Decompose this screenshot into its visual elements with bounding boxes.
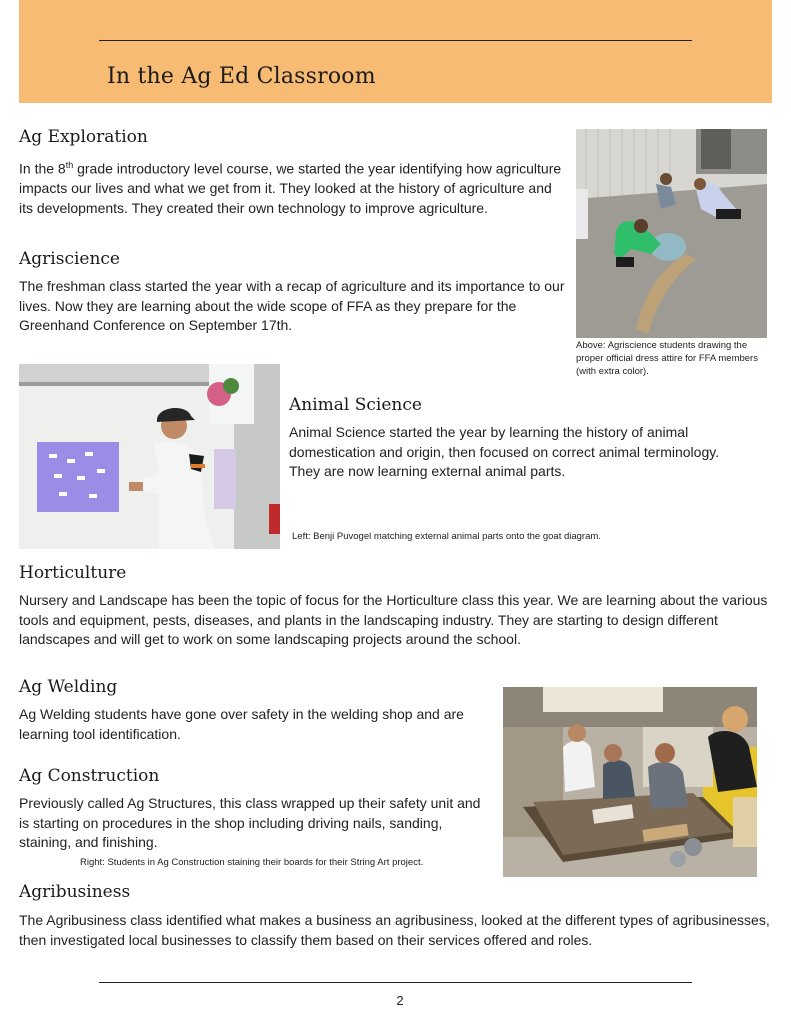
horticulture-text: Nursery and Landscape has been the topic of focus for the Horticulture class this year. We are learning about the various tools and equipment, pests, diseases, and plants in the landscaping industry. They are starting to design different landscapes and will get to work on some landscaping projects around the school. [19,592,768,647]
ag-exploration-text: In the 8th grade introductory level course, we started the year identifying how agriculture impacts our lives and what we get from it. They looked at the history of agriculture and its developments. They created their own technology to improve agriculture. [19,160,562,216]
agriscience-photo-caption: Above: Agriscience students drawing the proper official dress attire for FFA members (with extra color). [576,340,758,377]
animal-photo-caption: Left: Benji Puvogel matching external animal parts onto the goat diagram. [292,531,601,542]
horticulture-heading: Horticulture [19,563,127,583]
agriscience-heading: Agriscience [19,249,120,269]
ag-construction-photo [503,687,757,877]
animal-science-text: Animal Science started the year by learning the history of animal domestication and origin, then focused on correct animal terminology. They are now learning external animal parts. [289,424,720,479]
page-title: In the Ag Ed Classroom [107,64,376,89]
ag-exploration-heading: Ag Exploration [19,127,148,147]
ag-construction-text: Previously called Ag Structures, this class wrapped up their safety unit and is starting on procedures in the shop including driving nails, sanding, staining, and finishing. [19,795,481,850]
footer-divider [99,982,692,983]
construction-photo-caption: Right: Students in Ag Construction staining their boards for their String Art project. [80,857,424,868]
header-banner [19,0,772,103]
page-number: 2 [396,993,404,1008]
animal-science-heading: Animal Science [289,395,422,415]
ag-construction-heading: Ag Construction [19,766,160,786]
ag-welding-text: Ag Welding students have gone over safety in the welding shop and are learning tool identification. [19,706,464,742]
agribusiness-heading: Agribusiness [19,882,131,902]
header-divider [99,40,692,41]
ag-welding-heading: Ag Welding [19,677,118,697]
animal-science-photo [19,364,280,549]
agribusiness-text: The Agribusiness class identified what makes a business an agribusiness, looked at the different types of agribusinesses, then investigated local businesses to classify them based on their services offered and roles. [19,912,770,948]
agriscience-text: The freshman class started the year with a recap of agriculture and its importance to our lives. Now they are learning about the wide scope of FFA as they prepare for the Greenhand Conference on September 17th. [19,278,565,333]
agriscience-students-photo [576,129,767,338]
